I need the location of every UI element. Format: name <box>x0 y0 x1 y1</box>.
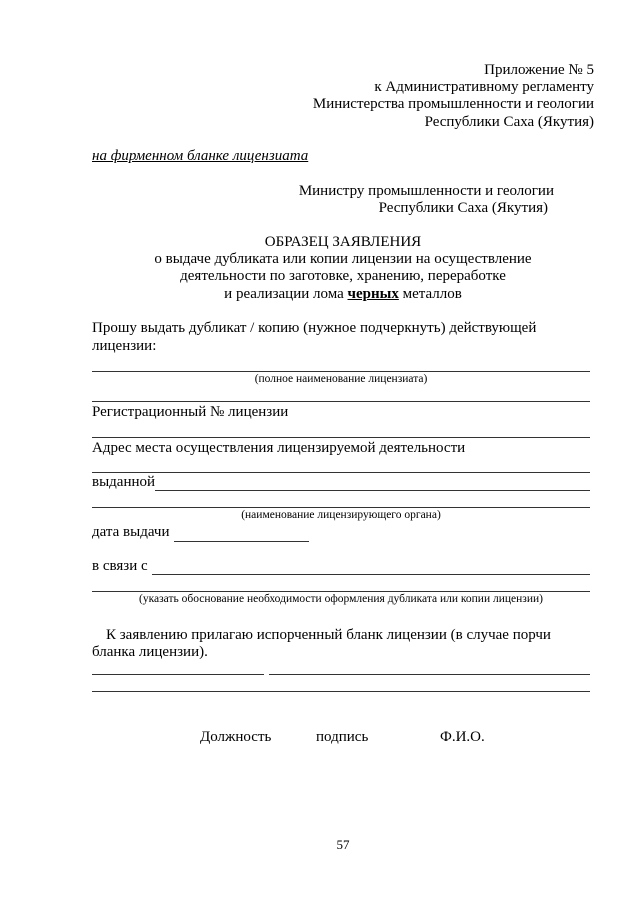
document-title: ОБРАЗЕЦ ЗАЯВЛЕНИЯ <box>264 234 422 250</box>
title-bold-word: черных <box>347 286 399 302</box>
issue-date-label: дата выдачи <box>92 524 170 540</box>
appendix-line-4: Республики Саха (Якутия) <box>424 114 594 130</box>
title-subline-3-pre: и реализации лома <box>224 286 348 302</box>
issue-date-line <box>174 541 309 542</box>
page-number: 57 <box>336 837 350 852</box>
attachment-line-1: К заявлению прилагаю испорченный бланк лицензии (в случае порчи <box>106 627 551 643</box>
appendix-line-3: Министерства промышленности и геологии <box>312 96 594 112</box>
addressee-line-1: Министру промышленности и геологии <box>298 183 554 199</box>
request-line-2: лицензии: <box>92 338 157 354</box>
reason-label: в связи с <box>92 558 148 574</box>
title-subline-3-post: металлов <box>398 286 462 302</box>
licensee-name-line-2 <box>92 401 590 402</box>
reason-line-2 <box>92 591 590 592</box>
issued-line <box>155 490 590 491</box>
title-subline-2: деятельности по заготовке, хранению, переработке <box>180 268 506 284</box>
address-label: Адрес места осуществления лицензируемой деятельности <box>92 440 466 456</box>
reg-number-label: Регистрационный № лицензии <box>92 404 289 420</box>
letterhead-note: на фирменном бланке лицензиата <box>92 148 309 164</box>
attachment-line-a <box>92 674 264 675</box>
licensee-name-line <box>92 371 590 372</box>
addressee-line-2: Республики Саха (Якутия) <box>378 200 548 216</box>
attachment-line-2: бланка лицензии). <box>92 644 208 660</box>
licensee-caption: (полное наименование лицензиата) <box>254 373 428 385</box>
title-subline-1: о выдаче дубликата или копии лицензии на осуществление <box>154 251 532 267</box>
issued-label: выданной <box>92 474 156 490</box>
reg-number-line <box>92 437 590 438</box>
attachment-line-b <box>269 674 590 675</box>
address-line <box>92 472 590 473</box>
appendix-line-1: Приложение № 5 <box>484 62 594 78</box>
reason-line <box>152 574 590 575</box>
signature-sign: подпись <box>316 729 369 745</box>
issued-line-2 <box>92 507 590 508</box>
request-line-1: Прошу выдать дубликат / копию (нужное подчеркнуть) действующей <box>92 320 537 336</box>
signature-position: Должность <box>200 729 272 745</box>
signature-name: Ф.И.О. <box>440 729 485 745</box>
reason-caption: (указать обоснование необходимости оформления дубликата или копии лицензии) <box>139 593 543 605</box>
attachment-line-c <box>92 691 590 692</box>
title-subline-3 <box>0 286 640 303</box>
issuer-caption: (наименование лицензирующего органа) <box>241 509 441 521</box>
appendix-line-2: к Административному регламенту <box>374 79 594 95</box>
